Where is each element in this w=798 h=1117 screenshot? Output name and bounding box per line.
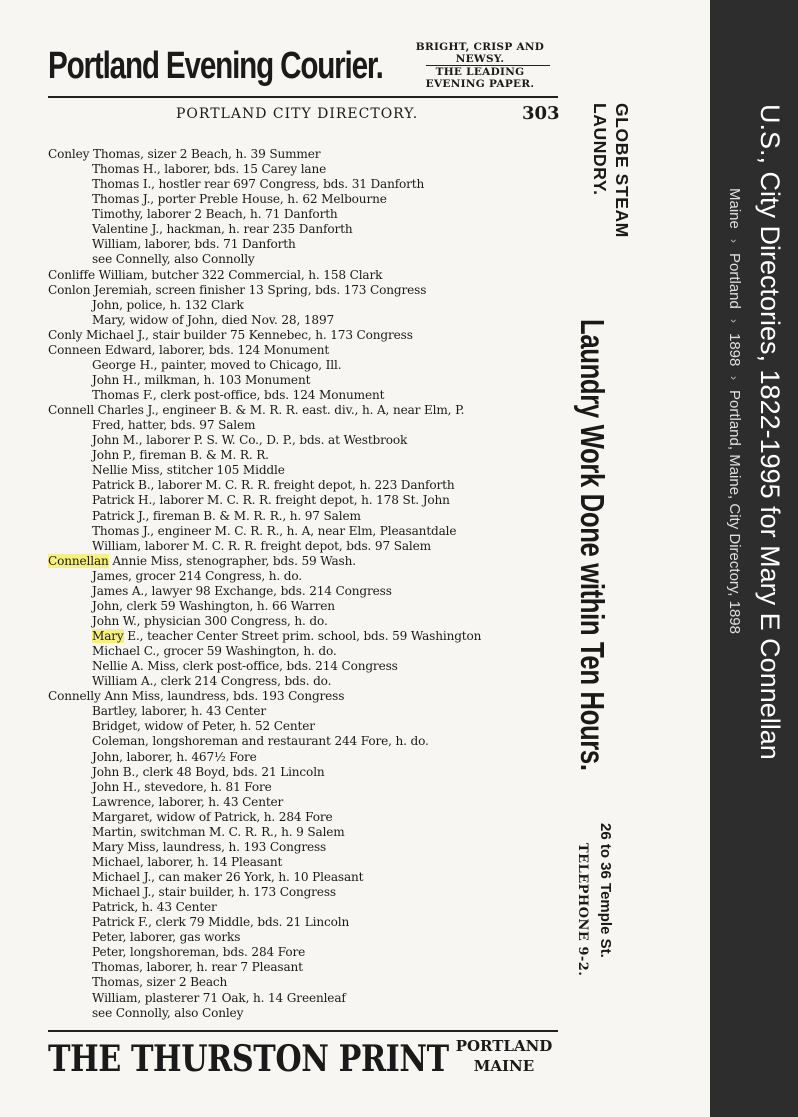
directory-entry bbox=[48, 463, 568, 478]
directory-entry bbox=[48, 252, 568, 267]
entry-text: John, police, h. 132 Clark bbox=[92, 297, 244, 312]
page-number: 303 bbox=[522, 103, 560, 124]
directory-entry bbox=[48, 750, 568, 765]
directory-entry bbox=[48, 358, 568, 373]
chevron-right-icon: › bbox=[727, 376, 741, 381]
directory-entry bbox=[48, 237, 568, 252]
directory-entry bbox=[48, 810, 568, 825]
record-title-panel bbox=[710, 0, 798, 1117]
directory-entry bbox=[48, 147, 568, 162]
entry-text: John B., clerk 48 Boyd, bds. 21 Lincoln bbox=[92, 764, 325, 779]
entry-text: Connelly Ann Miss, laundress, bds. 193 Congress bbox=[48, 689, 345, 704]
entry-text: Bridget, widow of Peter, h. 52 Center bbox=[92, 719, 315, 734]
directory-entry bbox=[48, 207, 568, 222]
directory-entry bbox=[48, 433, 568, 448]
directory-entry bbox=[48, 704, 568, 719]
entry-text: John M., laborer P. S. W. Co., D. P., bds. at Westbrook bbox=[92, 433, 408, 448]
entry-text: Conliffe William, butcher 322 Commercial, h. 158 Clark bbox=[48, 267, 383, 282]
entry-text: Connell Charles J., engineer B. & M. R. R. east. div., h. A, near Elm, P. bbox=[48, 403, 465, 418]
directory-entry bbox=[48, 780, 568, 795]
chevron-right-icon: › bbox=[727, 318, 741, 323]
entry-text: Margaret, widow of Patrick, h. 284 Fore bbox=[92, 809, 333, 824]
directory-entry bbox=[48, 795, 568, 810]
entry-text: John W., physician 300 Congress, h. do. bbox=[92, 613, 328, 628]
entry-text: Patrick H., laborer M. C. R. R. freight depot, h. 178 St. John bbox=[92, 493, 450, 508]
entry-text: Mary Miss, laundress, h. 193 Congress bbox=[92, 839, 327, 854]
entry-text: see Connelly, also Connolly bbox=[92, 252, 255, 267]
directory-entry bbox=[48, 855, 568, 870]
entry-text: Annie Miss, stenographer, bds. 59 Wash. bbox=[108, 553, 356, 568]
directory-entry bbox=[48, 765, 568, 780]
directory-entry bbox=[48, 222, 568, 237]
breadcrumb-state[interactable]: Maine bbox=[726, 188, 743, 229]
breadcrumb-year[interactable]: 1898 bbox=[726, 332, 743, 367]
entry-text: John H., milkman, h. 103 Monument bbox=[92, 372, 311, 387]
directory-entry bbox=[48, 539, 568, 554]
entry-text: Patrick, h. 43 Center bbox=[92, 900, 217, 915]
directory-entry bbox=[48, 192, 568, 207]
search-match-highlight: Connellan bbox=[48, 553, 109, 568]
entry-text: Mary, widow of John, died Nov. 28, 1897 bbox=[92, 312, 335, 327]
entry-text: Conley Thomas, sizer 2 Beach, h. 39 Summer bbox=[48, 147, 321, 161]
newspaper-advert-header bbox=[48, 40, 560, 94]
entry-text: Patrick B., laborer M. C. R. R. freight depot, h. 223 Danforth bbox=[92, 478, 455, 493]
directory-entry bbox=[48, 478, 568, 493]
slogan-line: NEWSY. bbox=[455, 52, 505, 65]
entry-text: George H., painter, moved to Chicago, Ill. bbox=[92, 357, 342, 372]
entry-text: Thomas I., hostler rear 697 Congress, bds. 31 Danforth bbox=[92, 177, 425, 192]
entry-text: Thomas J., porter Preble House, h. 62 Melbourne bbox=[92, 192, 387, 207]
printer-city-line: MAINE bbox=[473, 1057, 535, 1075]
running-head: PORTLAND CITY DIRECTORY. bbox=[176, 106, 419, 122]
printer-name: THE THURSTON PRINT bbox=[48, 1038, 449, 1080]
directory-entries bbox=[48, 147, 568, 1021]
directory-entry bbox=[48, 418, 568, 433]
directory-entry bbox=[48, 825, 568, 840]
laundry-advert bbox=[568, 103, 632, 1033]
entry-text: Bartley, laborer, h. 43 Center bbox=[92, 704, 267, 719]
record-title: U.S., City Directories, 1822-1995 for Mary E Connellan bbox=[755, 104, 785, 760]
directory-entry bbox=[48, 930, 568, 945]
directory-entry bbox=[48, 689, 568, 704]
slogan-divider bbox=[426, 65, 550, 66]
directory-entry bbox=[48, 659, 568, 674]
entry-text: Conlon Jeremiah, screen finisher 13 Spring, bds. 173 Congress bbox=[48, 282, 427, 297]
slogan-line: BRIGHT, CRISP AND bbox=[415, 41, 545, 53]
ad-address: 26 to 36 Temple St. bbox=[597, 823, 614, 958]
slogan-line: THE LEADING bbox=[435, 66, 525, 78]
directory-entry bbox=[48, 584, 568, 599]
entry-text: Thomas H., laborer, bds. 15 Carey lane bbox=[92, 162, 327, 177]
directory-entry bbox=[48, 991, 568, 1006]
directory-entry bbox=[48, 403, 568, 418]
entry-text: Michael, laborer, h. 14 Pleasant bbox=[92, 854, 283, 869]
directory-entry bbox=[48, 885, 568, 900]
directory-entry bbox=[48, 569, 568, 584]
entry-text: Timothy, laborer 2 Beach, h. 71 Danforth bbox=[92, 207, 338, 222]
ad-company-line: GLOBE STEAM bbox=[612, 103, 632, 238]
entry-text: John H., stevedore, h. 81 Fore bbox=[92, 779, 272, 794]
entry-text: Michael J., stair builder, h. 173 Congress bbox=[92, 885, 336, 900]
directory-entry bbox=[48, 870, 568, 885]
directory-entry bbox=[48, 524, 568, 539]
directory-entry bbox=[48, 268, 568, 283]
directory-entry bbox=[48, 614, 568, 629]
directory-entry bbox=[48, 734, 568, 749]
breadcrumb-city[interactable]: Portland bbox=[726, 252, 743, 309]
entry-text: Patrick J., fireman B. & M. R. R., h. 97 Salem bbox=[92, 508, 361, 523]
ad-telephone: TELEPHONE 9-2. bbox=[575, 843, 590, 977]
entry-text: Martin, switchman M. C. R. R., h. 9 Salem bbox=[92, 824, 345, 839]
directory-entry bbox=[48, 840, 568, 855]
entry-text: James A., lawyer 98 Exchange, bds. 214 Congress bbox=[92, 583, 392, 598]
entry-text: Thomas F., clerk post-office, bds. 124 Monument bbox=[92, 388, 385, 402]
chevron-right-icon: › bbox=[727, 238, 741, 243]
directory-entry bbox=[48, 177, 568, 192]
paper-name: Portland Evening Courier. bbox=[48, 45, 383, 87]
directory-entry bbox=[48, 493, 568, 508]
directory-entry bbox=[48, 915, 568, 930]
entry-text: Nellie Miss, stitcher 105 Middle bbox=[92, 463, 285, 478]
entry-text: see Connolly, also Conley bbox=[92, 1005, 244, 1020]
directory-entry bbox=[48, 162, 568, 177]
entry-text: Conneen Edward, laborer, bds. 124 Monument bbox=[48, 342, 330, 357]
directory-entry bbox=[48, 283, 568, 298]
entry-text: Peter, longshoreman, bds. 284 Fore bbox=[92, 945, 306, 960]
breadcrumb bbox=[724, 188, 744, 634]
directory-entry bbox=[48, 644, 568, 659]
entry-text: John, laborer, h. 467½ Fore bbox=[92, 749, 257, 764]
entry-text: Patrick F., clerk 79 Middle, bds. 21 Lincoln bbox=[92, 915, 350, 930]
directory-entry bbox=[48, 674, 568, 689]
directory-entry bbox=[48, 900, 568, 915]
entry-text: Thomas, sizer 2 Beach bbox=[92, 975, 228, 990]
ad-slogan: Laundry Work Done within Ten Hours. bbox=[574, 319, 611, 771]
entry-text: John, clerk 59 Washington, h. 66 Warren bbox=[92, 598, 335, 613]
breadcrumb-directory[interactable]: Portland, Maine, City Directory, 1898 bbox=[726, 390, 743, 635]
entry-text: Lawrence, laborer, h. 43 Center bbox=[92, 794, 284, 809]
entry-text: John P., fireman B. & M. R. R. bbox=[92, 448, 269, 463]
footer-divider bbox=[48, 1030, 558, 1032]
paper-slogan bbox=[400, 42, 560, 90]
entry-text: Peter, laborer, gas works bbox=[92, 930, 241, 945]
header-divider bbox=[48, 96, 558, 98]
entry-text: William, plasterer 71 Oak, h. 14 Greenleaf bbox=[92, 990, 346, 1005]
directory-entry bbox=[48, 975, 568, 990]
entry-text: Michael J., can maker 26 York, h. 10 Pleasant bbox=[92, 870, 364, 884]
entry-text: Coleman, longshoreman and restaurant 244 Fore, h. do. bbox=[92, 734, 429, 749]
entry-text: Thomas J., engineer M. C. R. R., h. A, near Elm, Pleasantdale bbox=[92, 523, 457, 538]
directory-entry bbox=[48, 388, 568, 403]
directory-entry bbox=[48, 599, 568, 614]
entry-text: Nellie A. Miss, clerk post-office, bds. 214 Congress bbox=[92, 659, 398, 674]
entry-text: Michael C., grocer 59 Washington, h. do. bbox=[92, 644, 337, 659]
directory-entry bbox=[48, 945, 568, 960]
slogan-line: EVENING PAPER. bbox=[425, 77, 535, 90]
directory-entry bbox=[48, 343, 568, 358]
entry-text: William, laborer, bds. 71 Danforth bbox=[92, 237, 296, 252]
directory-entry bbox=[48, 960, 568, 975]
printer-city bbox=[450, 1036, 558, 1076]
directory-entry bbox=[48, 629, 568, 644]
entry-text: William, laborer M. C. R. R. freight depot, bds. 97 Salem bbox=[92, 538, 431, 553]
ad-company-line: LAUNDRY. bbox=[590, 103, 610, 196]
entry-text: James, grocer 214 Congress, h. do. bbox=[92, 568, 303, 583]
directory-entry bbox=[48, 719, 568, 734]
directory-entry bbox=[48, 1006, 568, 1021]
directory-entry bbox=[48, 298, 568, 313]
directory-entry bbox=[48, 313, 568, 328]
entry-text: Conly Michael J., stair builder 75 Kennebec, h. 173 Congress bbox=[48, 327, 413, 342]
directory-entry bbox=[48, 373, 568, 388]
entry-text: Thomas, laborer, h. rear 7 Pleasant bbox=[92, 960, 303, 975]
entry-text: Valentine J., hackman, h. rear 235 Danforth bbox=[92, 222, 353, 237]
entry-text: E., teacher Center Street prim. school, bds. 59 Washington bbox=[123, 629, 482, 643]
directory-entry bbox=[48, 509, 568, 524]
entry-text: William A., clerk 214 Congress, bds. do. bbox=[92, 674, 332, 689]
entry-text: Fred, hatter, bds. 97 Salem bbox=[92, 418, 256, 433]
directory-entry bbox=[48, 328, 568, 343]
directory-entry bbox=[48, 554, 568, 569]
printer-city-line: PORTLAND bbox=[455, 1037, 553, 1055]
directory-entry bbox=[48, 448, 568, 463]
search-match-highlight: Mary bbox=[92, 629, 124, 643]
